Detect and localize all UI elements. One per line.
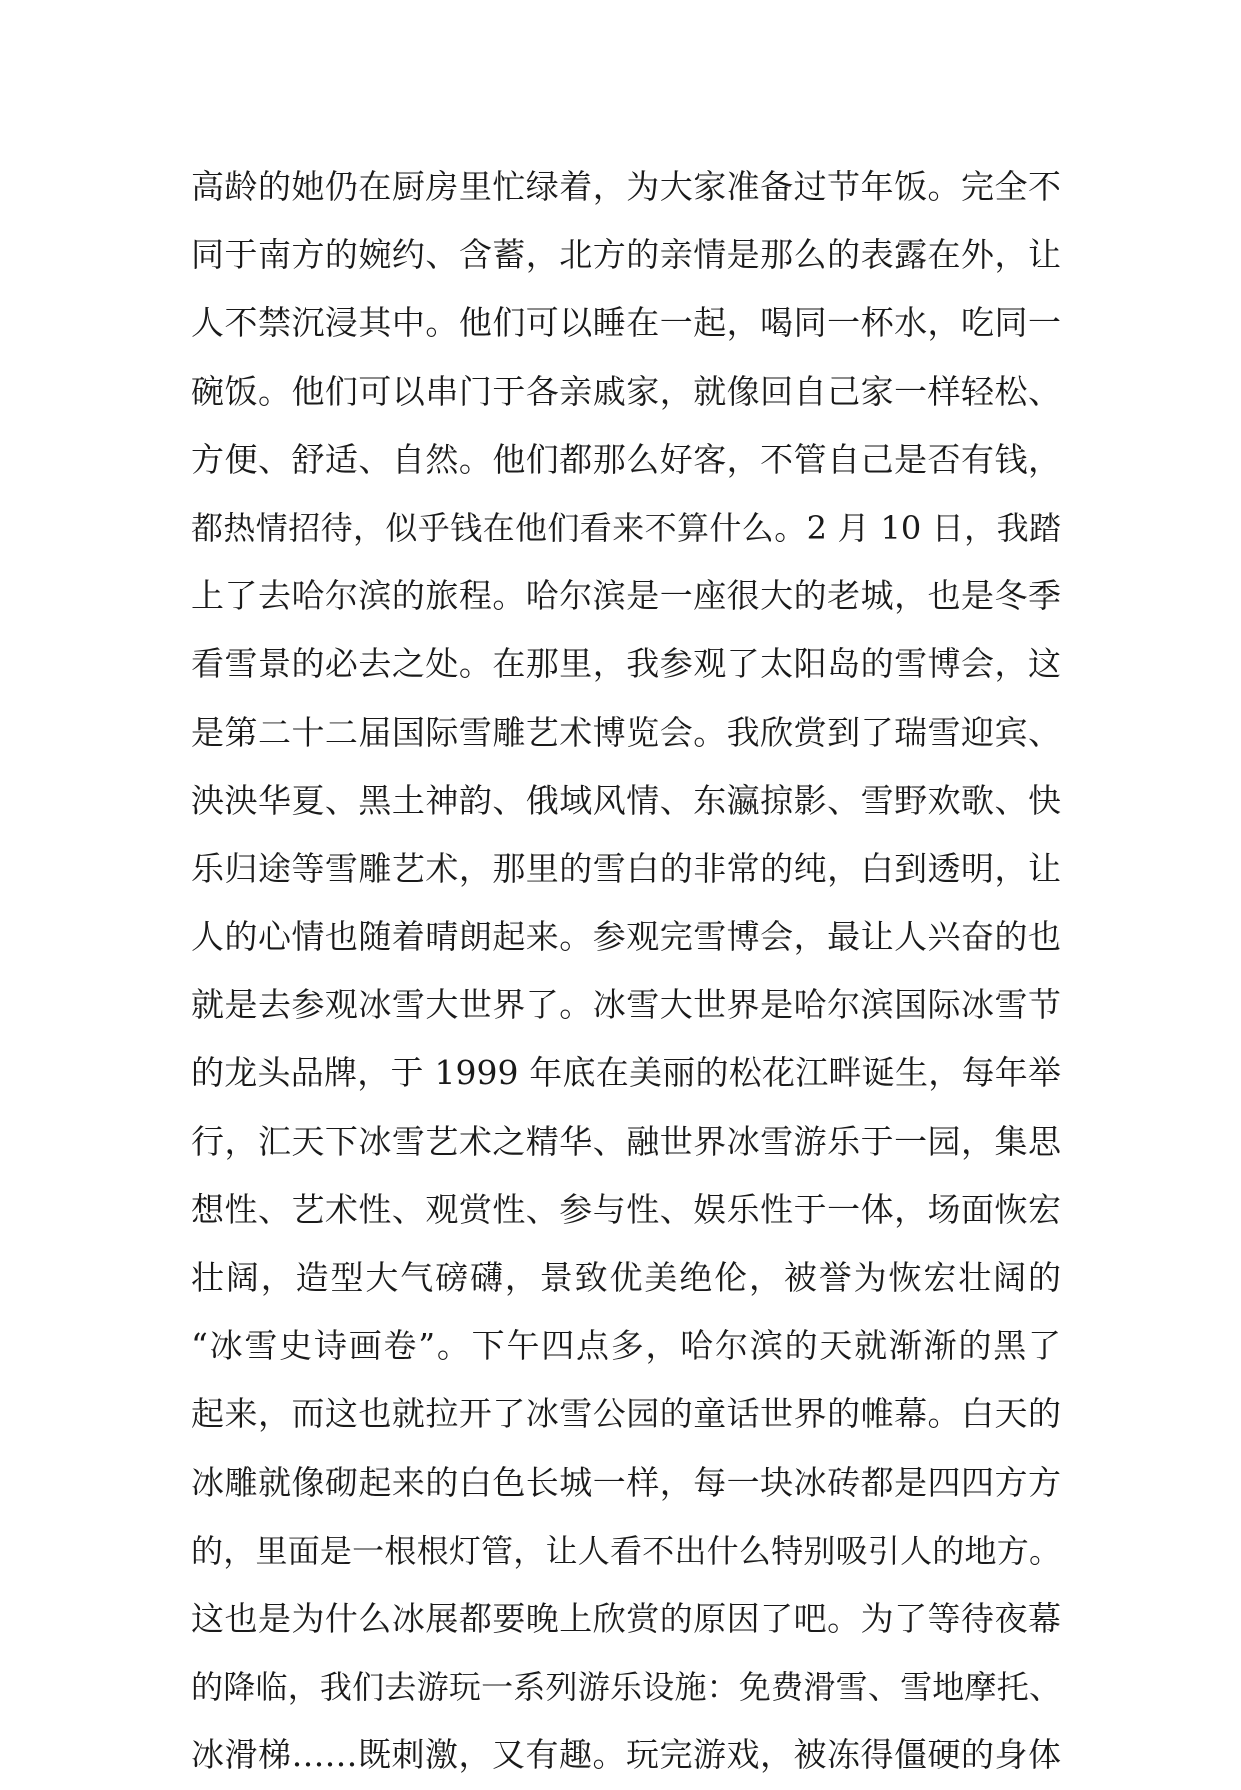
text-line: 的龙头品牌，于 1999 年底在美丽的松花江畔诞生，每年举 [191, 1053, 1061, 1093]
text-line: 都热情招待，似乎钱在他们看来不算什么。2 月 10 日，我踏 [191, 508, 1061, 547]
text-line: 方便、舒适、自然。他们都那么好客，不管自己是否有钱， [191, 439, 1061, 479]
text-line: 壮阔，造型大气磅礴，景致优美绝伦，被誉为恢宏壮阔的 [191, 1258, 1061, 1297]
text-line: 的降临，我们去游玩一系列游乐设施：免费滑雪、雪地摩托、 [191, 1668, 1061, 1707]
text-line: 想性、艺术性、观赏性、参与性、娱乐性于一体，场面恢宏 [191, 1189, 1061, 1229]
text-line: 就是去参观冰雪大世界了。冰雪大世界是哈尔滨国际冰雪节 [191, 985, 1061, 1025]
body-paragraph [191, 153, 1061, 1790]
text-line: 这也是为什么冰展都要晚上欣赏的原因了吧。为了等待夜幕 [191, 1598, 1061, 1638]
text-line: 人不禁沉浸其中。他们可以睡在一起，喝同一杯水，吃同一 [191, 303, 1061, 343]
text-line: 泱泱华夏、黑土神韵、俄域风情、东瀛掠影、雪野欢歌、快 [191, 780, 1061, 820]
text-line: 的，里面是一根根灯管，让人看不出什么特别吸引人的地方。 [191, 1531, 1061, 1570]
text-line: 乐归途等雪雕艺术，那里的雪白的非常的纯，白到透明，让 [191, 848, 1061, 888]
text-line: 看雪景的必去之处。在那里，我参观了太阳岛的雪博会，这 [191, 644, 1061, 684]
text-line: 碗饭。他们可以串门于各亲戚家，就像回自己家一样轻松、 [191, 371, 1061, 411]
text-line: 起来，而这也就拉开了冰雪公园的童话世界的帷幕。白天的 [191, 1394, 1061, 1434]
text-line: 上了去哈尔滨的旅程。哈尔滨是一座很大的老城，也是冬季 [191, 576, 1061, 616]
text-line: 高龄的她仍在厨房里忙绿着，为大家准备过节年饭。完全不 [191, 167, 1061, 206]
text-line: “冰雪史诗画卷”。下午四点多，哈尔滨的天就渐渐的黑了 [191, 1326, 1061, 1366]
text-line: 同于南方的婉约、含蓄，北方的亲情是那么的表露在外，让 [191, 235, 1061, 275]
text-line: 行，汇天下冰雪艺术之精华、融世界冰雪游乐于一园，集思 [191, 1121, 1061, 1161]
text-line: 是第二十二届国际雪雕艺术博览会。我欣赏到了瑞雪迎宾、 [191, 712, 1061, 752]
text-line: 人的心情也随着晴朗起来。参观完雪博会，最让人兴奋的也 [191, 917, 1061, 957]
text-line: 冰滑梯……既刺激，又有趣。玩完游戏，被冻得僵硬的身体 [191, 1735, 1061, 1775]
text-line: 冰雕就像砌起来的白色长城一样，每一块冰砖都是四四方方 [191, 1462, 1061, 1502]
